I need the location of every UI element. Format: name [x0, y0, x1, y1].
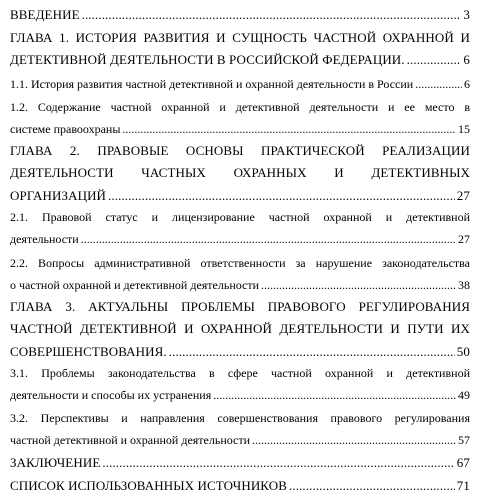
toc-leader — [82, 6, 462, 24]
toc-entry-title-line: частной детективной и охранной деятельности — [10, 433, 251, 447]
toc-entry-title: 1.1. История развития частной детективной и охранной деятельности в России — [10, 77, 414, 91]
toc-entry-title-line: 2.2. Вопросы административной ответственности за нарушение законодательства — [10, 256, 470, 270]
toc-leader — [261, 276, 456, 294]
toc-page-number: 49 — [458, 388, 470, 402]
toc-entry-title-line: 3.1. Проблемы законодательства в сфере частной охранной и детективной — [10, 366, 470, 380]
toc-page-number: 57 — [458, 433, 470, 447]
toc-page-number: 71 — [456, 478, 470, 493]
toc-page-number: 27 — [458, 232, 470, 246]
toc-page-number: 15 — [458, 122, 470, 136]
toc-leader — [169, 343, 455, 361]
toc-entry-title-line: о частной охранной и детективной деятельности — [10, 278, 260, 292]
toc-entry-title-line: деятельности и способы их устранения — [10, 388, 212, 402]
toc-leader — [122, 120, 456, 138]
toc-page-number: 6 — [464, 77, 470, 91]
toc-page-number: 50 — [456, 344, 470, 359]
toc-entry-title-line: 3.2. Перспективы и направления совершенствования правового регулирования — [10, 411, 470, 425]
toc-entry-title-line: 2.1. Правовой статус и лицензирование частной охранной и детективной — [10, 210, 470, 224]
toc-page-number: 3 — [463, 7, 470, 22]
toc-entry-title-line: 1.2. Содержание частной охранной и детективной деятельности и ее место в — [10, 100, 470, 114]
toc-leader — [102, 454, 454, 472]
toc-entry-title-line: системе правоохраны — [10, 122, 121, 136]
toc-entry-title-line: ОРГАНИЗАЦИЙ — [10, 188, 107, 203]
toc-page-number: 6 — [463, 52, 470, 67]
toc-leader — [108, 187, 455, 205]
toc-entry-title-line: деятельности — [10, 232, 79, 246]
toc-page-number: 38 — [458, 278, 470, 292]
toc-entry-title-line: ЧАСТНОЙ ДЕТЕКТИВНОЙ И ОХРАННОЙ ДЕЯТЕЛЬНОСТИ И ПУТИ ИХ — [10, 321, 470, 336]
toc-entry-title-line: ГЛАВА 2. ПРАВОВЫЕ ОСНОВЫ ПРАКТИЧЕСКОЙ РЕАЛИЗАЦИИ — [10, 143, 470, 158]
toc-leader — [252, 431, 456, 449]
toc-entry-title-line: ДЕТЕКТИВНОЙ ДЕЯТЕЛЬНОСТИ В РОССИЙСКОЙ ФЕДЕРАЦИИ. — [10, 52, 405, 67]
toc-entry-title: ЗАКЛЮЧЕНИЕ — [10, 455, 101, 470]
toc-page-number: 67 — [456, 455, 470, 470]
toc-leader — [415, 75, 462, 93]
toc-entry-title-line: ДЕЯТЕЛЬНОСТИ ЧАСТНЫХ ОХРАННЫХ И ДЕТЕКТИВНЫХ — [10, 165, 470, 180]
toc-leader — [407, 51, 462, 69]
toc-leader — [81, 230, 456, 248]
toc-entry-title-line: СОВЕРШЕНСТВОВАНИЯ. — [10, 344, 167, 359]
toc-entry-title: ВВЕДЕНИЕ — [10, 7, 80, 22]
toc-entry-title-line: ГЛАВА 1. ИСТОРИЯ РАЗВИТИЯ И СУЩНОСТЬ ЧАСТНОЙ ОХРАННОЙ И — [10, 30, 470, 45]
toc-entry-title-line: ГЛАВА 3. АКТУАЛЬНЫ ПРОБЛЕМЫ ПРАВОВОГО РЕГУЛИРОВАНИЯ — [10, 299, 470, 314]
toc-page-number: 27 — [456, 188, 470, 203]
toc-entry-title: СПИСОК ИСПОЛЬЗОВАННЫХ ИСТОЧНИКОВ — [10, 478, 288, 493]
toc-leader — [289, 477, 455, 495]
toc-leader — [213, 386, 456, 404]
